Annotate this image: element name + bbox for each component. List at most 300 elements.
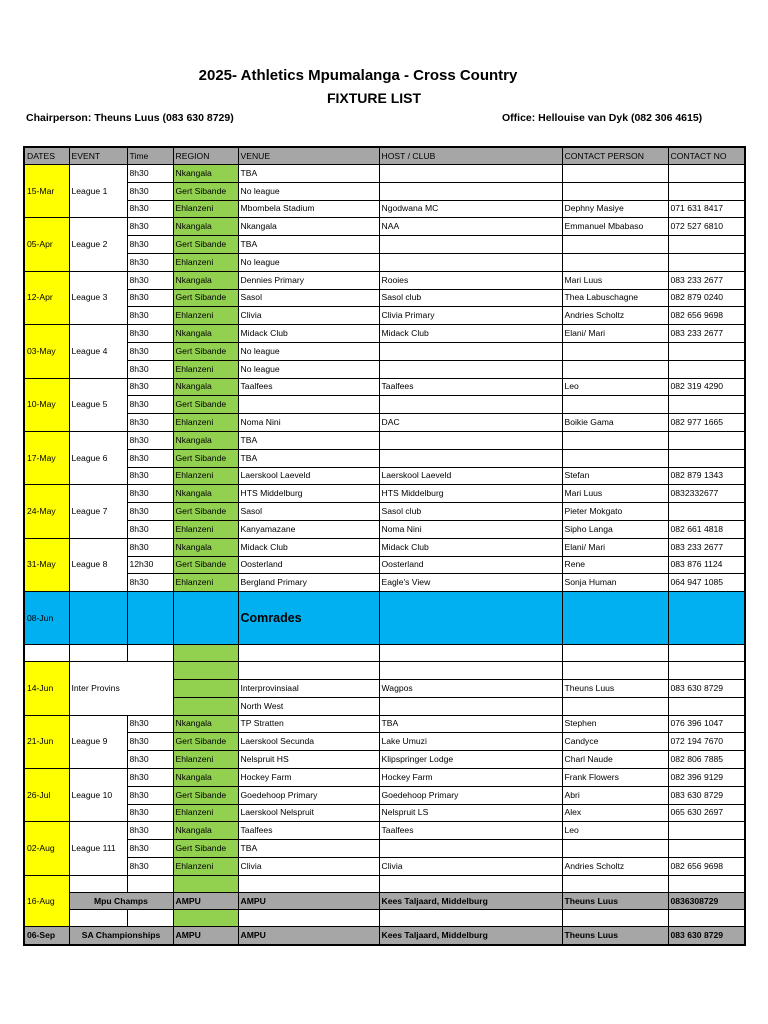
event-cell: League 6 xyxy=(69,431,127,484)
region-cell: Gert Sibande xyxy=(173,503,238,521)
venue-cell: Goedehoop Primary xyxy=(238,786,379,804)
table-row xyxy=(24,556,745,574)
table-row xyxy=(24,253,745,271)
date-cell: 24-May xyxy=(24,485,69,538)
date-cell: 12-Apr xyxy=(24,271,69,324)
phone-cell xyxy=(668,165,745,183)
region-cell: Nkangala xyxy=(173,768,238,786)
host-cell: Sasol club xyxy=(379,289,562,307)
date-cell: 15-Mar xyxy=(24,165,69,218)
host-cell: Taalfees xyxy=(379,822,562,840)
table-row xyxy=(24,538,745,556)
region-cell: Nkangala xyxy=(173,715,238,733)
contact-cell: Andries Scholtz xyxy=(562,307,668,325)
contact-cell: Frank Flowers xyxy=(562,768,668,786)
contact-cell: Mari Luus xyxy=(562,271,668,289)
venue-cell: TBA xyxy=(238,431,379,449)
contact-cell xyxy=(562,342,668,360)
contact-cell: Charl Naude xyxy=(562,751,668,769)
venue-cell: HTS Middelburg xyxy=(238,485,379,503)
phone-cell: 065 630 2697 xyxy=(668,804,745,822)
time-cell: 8h30 xyxy=(127,467,173,485)
col-header: VENUE xyxy=(238,147,379,165)
region-cell: Gert Sibande xyxy=(173,396,238,414)
region-cell: Nkangala xyxy=(173,325,238,343)
contact-cell: Andries Scholtz xyxy=(562,857,668,875)
time-cell: 8h30 xyxy=(127,520,173,538)
region-cell: Nkangala xyxy=(173,822,238,840)
host-cell: Kees Taljaard, Middelburg xyxy=(379,927,562,945)
region-cell: Nkangala xyxy=(173,485,238,503)
region-cell: Ehlanzeni xyxy=(173,360,238,378)
phone-cell: 071 631 8417 xyxy=(668,200,745,218)
time-cell: 8h30 xyxy=(127,786,173,804)
phone-cell: 072 527 6810 xyxy=(668,218,745,236)
time-cell: 8h30 xyxy=(127,360,173,378)
host-cell xyxy=(379,182,562,200)
host-cell: Laerskool Laeveld xyxy=(379,467,562,485)
contact-cell xyxy=(562,431,668,449)
table-row xyxy=(24,467,745,485)
venue-cell: Oosterland xyxy=(238,556,379,574)
region-cell: Nkangala xyxy=(173,271,238,289)
region-cell: Ehlanzeni xyxy=(173,804,238,822)
region-cell: AMPU xyxy=(173,927,238,945)
region-cell: Gert Sibande xyxy=(173,556,238,574)
event-cell: League 7 xyxy=(69,485,127,538)
time-cell: 8h30 xyxy=(127,733,173,751)
venue-cell: Midack Club xyxy=(238,325,379,343)
host-cell: Hockey Farm xyxy=(379,768,562,786)
spacer-row xyxy=(24,645,745,662)
table-row xyxy=(24,165,745,183)
phone-cell xyxy=(668,840,745,858)
venue-cell: Mbombela Stadium xyxy=(238,200,379,218)
venue-cell: Bergland Primary xyxy=(238,574,379,592)
contact-cell xyxy=(562,236,668,254)
col-header: Time xyxy=(127,147,173,165)
contact-cell xyxy=(562,165,668,183)
region-cell: Ehlanzeni xyxy=(173,307,238,325)
time-cell: 8h30 xyxy=(127,574,173,592)
venue-cell: Sasol xyxy=(238,289,379,307)
date-cell: 16-Aug xyxy=(24,875,69,927)
contact-cell: Theuns Luus xyxy=(562,927,668,945)
date-cell: 06-Sep xyxy=(24,927,69,945)
venue-cell: TP Stratten xyxy=(238,715,379,733)
venue-cell: TBA xyxy=(238,165,379,183)
host-cell xyxy=(379,840,562,858)
col-header: EVENT xyxy=(69,147,127,165)
table-row xyxy=(24,182,745,200)
time-cell: 8h30 xyxy=(127,253,173,271)
table-row xyxy=(24,503,745,521)
time-cell: 8h30 xyxy=(127,325,173,343)
host-cell: Nelspruit LS xyxy=(379,804,562,822)
table-header-row xyxy=(24,147,745,165)
region-cell: Nkangala xyxy=(173,538,238,556)
contact-cell: Elani/ Mari xyxy=(562,538,668,556)
table-row xyxy=(24,733,745,751)
venue-cell: Taalfees xyxy=(238,822,379,840)
venue-cell: Nkangala xyxy=(238,218,379,236)
event-cell: League 2 xyxy=(69,218,127,271)
region-cell xyxy=(173,662,238,680)
table-row xyxy=(24,786,745,804)
venue-cell: Clivia xyxy=(238,307,379,325)
host-cell: Oosterland xyxy=(379,556,562,574)
time-cell: 8h30 xyxy=(127,804,173,822)
contact-cell: Mari Luus xyxy=(562,485,668,503)
host-cell: Noma Nini xyxy=(379,520,562,538)
event-cell: League 8 xyxy=(69,538,127,591)
contact-cell: Alex xyxy=(562,804,668,822)
venue-cell: Noma Nini xyxy=(238,414,379,432)
table-row xyxy=(24,520,745,538)
contact-cell: Sonja Human xyxy=(562,574,668,592)
phone-cell: 083 630 8729 xyxy=(668,679,745,697)
phone-cell: 083 233 2677 xyxy=(668,538,745,556)
phone-cell xyxy=(668,503,745,521)
venue-cell: Laerskool Laeveld xyxy=(238,467,379,485)
host-cell xyxy=(379,253,562,271)
venue-cell: Interprovinsiaal xyxy=(238,679,379,697)
venue-cell: No league xyxy=(238,342,379,360)
contact-cell: Theuns Luus xyxy=(562,679,668,697)
event-cell: League 111 xyxy=(69,822,127,875)
host-cell xyxy=(379,342,562,360)
date-cell: 26-Jul xyxy=(24,768,69,821)
col-header: CONTACT NO xyxy=(668,147,745,165)
time-cell: 8h30 xyxy=(127,271,173,289)
table-row xyxy=(24,431,745,449)
venue-cell: Laerskool Nelspruit xyxy=(238,804,379,822)
host-cell: Midack Club xyxy=(379,325,562,343)
host-cell: TBA xyxy=(379,715,562,733)
contact-cell: Rene xyxy=(562,556,668,574)
region-cell: Gert Sibande xyxy=(173,182,238,200)
event-cell: League 1 xyxy=(69,165,127,218)
phone-cell xyxy=(668,697,745,715)
table-row xyxy=(24,342,745,360)
host-cell: Kees Taljaard, Middelburg xyxy=(379,892,562,910)
venue-cell xyxy=(238,662,379,680)
region-cell: Nkangala xyxy=(173,378,238,396)
contact-cell: Theuns Luus xyxy=(562,892,668,910)
host-cell: Klipspringer Lodge xyxy=(379,751,562,769)
date-cell: 03-May xyxy=(24,325,69,378)
phone-cell: 064 947 1085 xyxy=(668,574,745,592)
table-row xyxy=(24,360,745,378)
time-cell: 8h30 xyxy=(127,538,173,556)
region-cell: Ehlanzeni xyxy=(173,574,238,592)
table-row xyxy=(24,200,745,218)
event-cell: League 4 xyxy=(69,325,127,378)
date-cell: 05-Apr xyxy=(24,218,69,271)
contact-cell: Stephen xyxy=(562,715,668,733)
table-row xyxy=(24,662,745,680)
table-row xyxy=(24,768,745,786)
contact-cell: Emmanuel Mbabaso xyxy=(562,218,668,236)
page-title: 2025- Athletics Mpumalanga - Cross Country xyxy=(198,67,518,84)
venue-cell xyxy=(238,396,379,414)
table-row xyxy=(24,271,745,289)
date-cell: 02-Aug xyxy=(24,822,69,875)
region-cell: Gert Sibande xyxy=(173,236,238,254)
contact-cell xyxy=(562,360,668,378)
table-row xyxy=(24,218,745,236)
time-cell: 8h30 xyxy=(127,414,173,432)
table-row xyxy=(24,927,745,945)
spacer-row xyxy=(24,875,745,892)
table-row xyxy=(24,307,745,325)
host-cell: NAA xyxy=(379,218,562,236)
venue-cell: Laerskool Secunda xyxy=(238,733,379,751)
chairperson-info: Chairperson: Theuns Luus (083 630 8729) xyxy=(26,112,234,124)
table-row xyxy=(24,822,745,840)
event-cell: Inter Provins xyxy=(69,662,173,715)
host-cell: DAC xyxy=(379,414,562,432)
time-cell: 8h30 xyxy=(127,396,173,414)
time-cell: 8h30 xyxy=(127,768,173,786)
host-cell: HTS Middelburg xyxy=(379,485,562,503)
host-cell: Eagle's View xyxy=(379,574,562,592)
venue-cell: Dennies Primary xyxy=(238,271,379,289)
time-cell: 8h30 xyxy=(127,485,173,503)
host-cell xyxy=(379,165,562,183)
time-cell: 8h30 xyxy=(127,715,173,733)
region-cell: AMPU xyxy=(173,892,238,910)
contact-cell: Boikie Gama xyxy=(562,414,668,432)
phone-cell xyxy=(668,182,745,200)
region-cell: Gert Sibande xyxy=(173,342,238,360)
venue-cell: Kanyamazane xyxy=(238,520,379,538)
venue-cell: No league xyxy=(238,253,379,271)
phone-cell xyxy=(668,360,745,378)
table-row xyxy=(24,857,745,875)
event-cell: League 10 xyxy=(69,768,127,821)
table-row xyxy=(24,840,745,858)
region-cell: Nkangala xyxy=(173,218,238,236)
time-cell: 8h30 xyxy=(127,165,173,183)
venue-cell: North West xyxy=(238,697,379,715)
region-cell: Gert Sibande xyxy=(173,786,238,804)
time-cell: 8h30 xyxy=(127,431,173,449)
host-cell: Lake Umuzi xyxy=(379,733,562,751)
fixture-table xyxy=(23,146,746,946)
phone-cell xyxy=(668,449,745,467)
date-cell: 17-May xyxy=(24,431,69,484)
venue-cell: No league xyxy=(238,182,379,200)
contact-cell: Elani/ Mari xyxy=(562,325,668,343)
region-cell: Ehlanzeni xyxy=(173,520,238,538)
contact-cell xyxy=(562,253,668,271)
host-cell: Wagpos xyxy=(379,679,562,697)
region-cell: Gert Sibande xyxy=(173,840,238,858)
host-cell: Midack Club xyxy=(379,538,562,556)
date-cell: 31-May xyxy=(24,538,69,591)
table-row xyxy=(24,715,745,733)
table-row xyxy=(24,396,745,414)
phone-cell xyxy=(668,822,745,840)
phone-cell: 0832332677 xyxy=(668,485,745,503)
contact-cell: Leo xyxy=(562,378,668,396)
phone-cell: 083 876 1124 xyxy=(668,556,745,574)
comrades-row xyxy=(24,592,745,645)
phone-cell: 082 656 9698 xyxy=(668,857,745,875)
phone-cell xyxy=(668,236,745,254)
contact-cell: Leo xyxy=(562,822,668,840)
table-row xyxy=(24,751,745,769)
time-cell: 8h30 xyxy=(127,822,173,840)
host-cell: Rooies xyxy=(379,271,562,289)
contact-cell: Thea Labuschagne xyxy=(562,289,668,307)
venue-cell: Clivia xyxy=(238,857,379,875)
table-row xyxy=(24,485,745,503)
contact-cell xyxy=(562,662,668,680)
region-cell: Ehlanzeni xyxy=(173,253,238,271)
region-cell: Gert Sibande xyxy=(173,449,238,467)
phone-cell xyxy=(668,342,745,360)
col-header: CONTACT PERSON xyxy=(562,147,668,165)
table-row xyxy=(24,892,745,910)
time-cell: 8h30 xyxy=(127,840,173,858)
time-cell: 8h30 xyxy=(127,857,173,875)
contact-cell xyxy=(562,840,668,858)
event-cell: League 9 xyxy=(69,715,127,768)
venue-cell: Hockey Farm xyxy=(238,768,379,786)
contact-cell: Candyce xyxy=(562,733,668,751)
venue-cell: Midack Club xyxy=(238,538,379,556)
phone-cell: 082 806 7885 xyxy=(668,751,745,769)
venue-cell: Taalfees xyxy=(238,378,379,396)
phone-cell xyxy=(668,396,745,414)
contact-cell: Abri xyxy=(562,786,668,804)
phone-cell: 082 656 9698 xyxy=(668,307,745,325)
venue-cell: No league xyxy=(238,360,379,378)
phone-cell xyxy=(668,253,745,271)
host-cell: Ngodwana MC xyxy=(379,200,562,218)
phone-cell: 082 319 4290 xyxy=(668,378,745,396)
host-cell xyxy=(379,396,562,414)
contact-cell: Dephny Masiye xyxy=(562,200,668,218)
phone-cell: 082 977 1665 xyxy=(668,414,745,432)
host-cell xyxy=(379,236,562,254)
col-header: HOST / CLUB xyxy=(379,147,562,165)
host-cell xyxy=(379,662,562,680)
phone-cell: 083 630 8729 xyxy=(668,786,745,804)
col-header: REGION xyxy=(173,147,238,165)
host-cell: Clivia Primary xyxy=(379,307,562,325)
region-cell: Ehlanzeni xyxy=(173,751,238,769)
region-cell: Ehlanzeni xyxy=(173,414,238,432)
table-row xyxy=(24,449,745,467)
region-cell: Ehlanzeni xyxy=(173,857,238,875)
region-cell: Nkangala xyxy=(173,431,238,449)
table-row xyxy=(24,414,745,432)
host-cell xyxy=(379,697,562,715)
contact-cell: Sipho Langa xyxy=(562,520,668,538)
time-cell: 8h30 xyxy=(127,236,173,254)
phone-cell: 082 879 0240 xyxy=(668,289,745,307)
event-cell: League 5 xyxy=(69,378,127,431)
date-cell: 08-Jun xyxy=(24,592,69,645)
venue-cell: AMPU xyxy=(238,927,379,945)
host-cell xyxy=(379,449,562,467)
phone-cell: 083 630 8729 xyxy=(668,927,745,945)
contact-cell xyxy=(562,697,668,715)
venue-cell: TBA xyxy=(238,236,379,254)
region-cell: Nkangala xyxy=(173,165,238,183)
host-cell xyxy=(379,360,562,378)
time-cell: 8h30 xyxy=(127,378,173,396)
spacer-row xyxy=(24,910,745,927)
region-cell xyxy=(173,679,238,697)
time-cell: 8h30 xyxy=(127,307,173,325)
host-cell: Taalfees xyxy=(379,378,562,396)
date-cell: 10-May xyxy=(24,378,69,431)
venue-cell: Sasol xyxy=(238,503,379,521)
host-cell: Clivia xyxy=(379,857,562,875)
phone-cell: 076 396 1047 xyxy=(668,715,745,733)
event-cell: Mpu Champs xyxy=(69,892,173,910)
phone-cell: 083 233 2677 xyxy=(668,325,745,343)
phone-cell: 082 879 1343 xyxy=(668,467,745,485)
host-cell xyxy=(379,431,562,449)
phone-cell: 072 194 7670 xyxy=(668,733,745,751)
venue-cell: TBA xyxy=(238,449,379,467)
phone-cell: 082 661 4818 xyxy=(668,520,745,538)
time-cell: 8h30 xyxy=(127,342,173,360)
contact-cell: Stefan xyxy=(562,467,668,485)
table-row xyxy=(24,236,745,254)
contact-cell xyxy=(562,396,668,414)
contact-cell xyxy=(562,182,668,200)
date-cell: 21-Jun xyxy=(24,715,69,768)
contact-cell: Pieter Mokgato xyxy=(562,503,668,521)
phone-cell: 0836308729 xyxy=(668,892,745,910)
event-cell: SA Championships xyxy=(69,927,173,945)
venue-cell: Comrades xyxy=(238,592,379,645)
time-cell: 12h30 xyxy=(127,556,173,574)
time-cell: 8h30 xyxy=(127,449,173,467)
table-row xyxy=(24,804,745,822)
col-header: DATES xyxy=(24,147,69,165)
host-cell: Sasol club xyxy=(379,503,562,521)
region-cell: Ehlanzeni xyxy=(173,467,238,485)
host-cell: Goedehoop Primary xyxy=(379,786,562,804)
phone-cell xyxy=(668,662,745,680)
time-cell: 8h30 xyxy=(127,200,173,218)
region-cell: Ehlanzeni xyxy=(173,200,238,218)
venue-cell: Nelspruit HS xyxy=(238,751,379,769)
table-row xyxy=(24,289,745,307)
date-cell: 14-Jun xyxy=(24,662,69,715)
phone-cell xyxy=(668,431,745,449)
time-cell: 8h30 xyxy=(127,503,173,521)
region-cell xyxy=(173,697,238,715)
venue-cell: AMPU xyxy=(238,892,379,910)
time-cell: 8h30 xyxy=(127,751,173,769)
time-cell: 8h30 xyxy=(127,289,173,307)
phone-cell: 082 396 9129 xyxy=(668,768,745,786)
table-row xyxy=(24,378,745,396)
time-cell: 8h30 xyxy=(127,218,173,236)
table-row xyxy=(24,574,745,592)
phone-cell: 083 233 2677 xyxy=(668,271,745,289)
time-cell: 8h30 xyxy=(127,182,173,200)
venue-cell: TBA xyxy=(238,840,379,858)
